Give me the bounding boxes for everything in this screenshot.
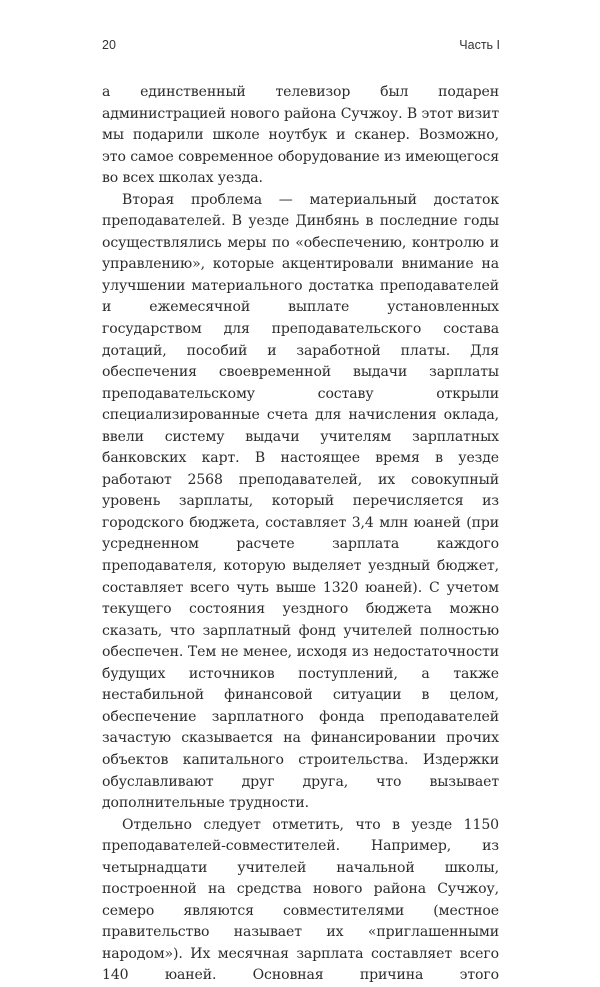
page-header <box>102 38 500 56</box>
paragraph: Вторая проблема — материальный достаток преподавателей. В уезде Динбянь в последние годы осуществлялись меры по «обеспечению, контролю и управлению», которые акцентировали внимание на улучшении материального достатка преподавателей и ежемесячной выплате установленных государством для преподавательского состава дотаций, пособий и заработной платы. Для обеспечения своевременной выдачи зарплаты преподавательскому составу открыли специализированные счета для начисления оклада, ввели систему выдачи учителям зарплатных банковских карт. В настоящее время в уезде работают 2568 преподавателей, их совокупный уровень зарплаты, который перечисляется из городского бюджета, составляет 3,4 млн юаней (при усредненном расчете зарплата каждого преподавателя, которую выделяет уездный бюджет, составляет всего чуть выше 1320 юаней). С учетом текущего состояния уездного бюджета можно сказать, что зарплатный фонд учителей полностью обеспечен. Тем не менее, исходя из недостаточности будущих источников поступлений, а также нестабильной финансовой ситуации в целом, обеспечение зарплатного фонда преподавателей зачастую сказывается на финансировании прочих объектов капитального строительства. Издержки обуславливают друг друга, что вызывает дополнительные трудности. <box>102 191 499 812</box>
page-number: 20 <box>102 38 116 52</box>
paragraph-continues: Отдельно следует отметить, что в уезде 1150 преподавателей-совместителей. Например, из четырнадцати учителей начальной школы, построенной на средства нового района Сучжоу, семеро являются совместителями (местное правительство называет их «приглашенными народом»). Их месячная зарплата составляет всего 140 юаней. Основная причина этого <box>102 816 499 984</box>
running-head: Часть I <box>459 38 500 52</box>
paragraph-continued: а единственный телевизор был подарен администрацией нового района Сучжоу. В этот визит мы подарили школе ноутбук и сканер. Возможно, это самое современное оборудование из имеющегося во всех школах уезда. <box>102 84 499 187</box>
body-text <box>102 82 499 987</box>
